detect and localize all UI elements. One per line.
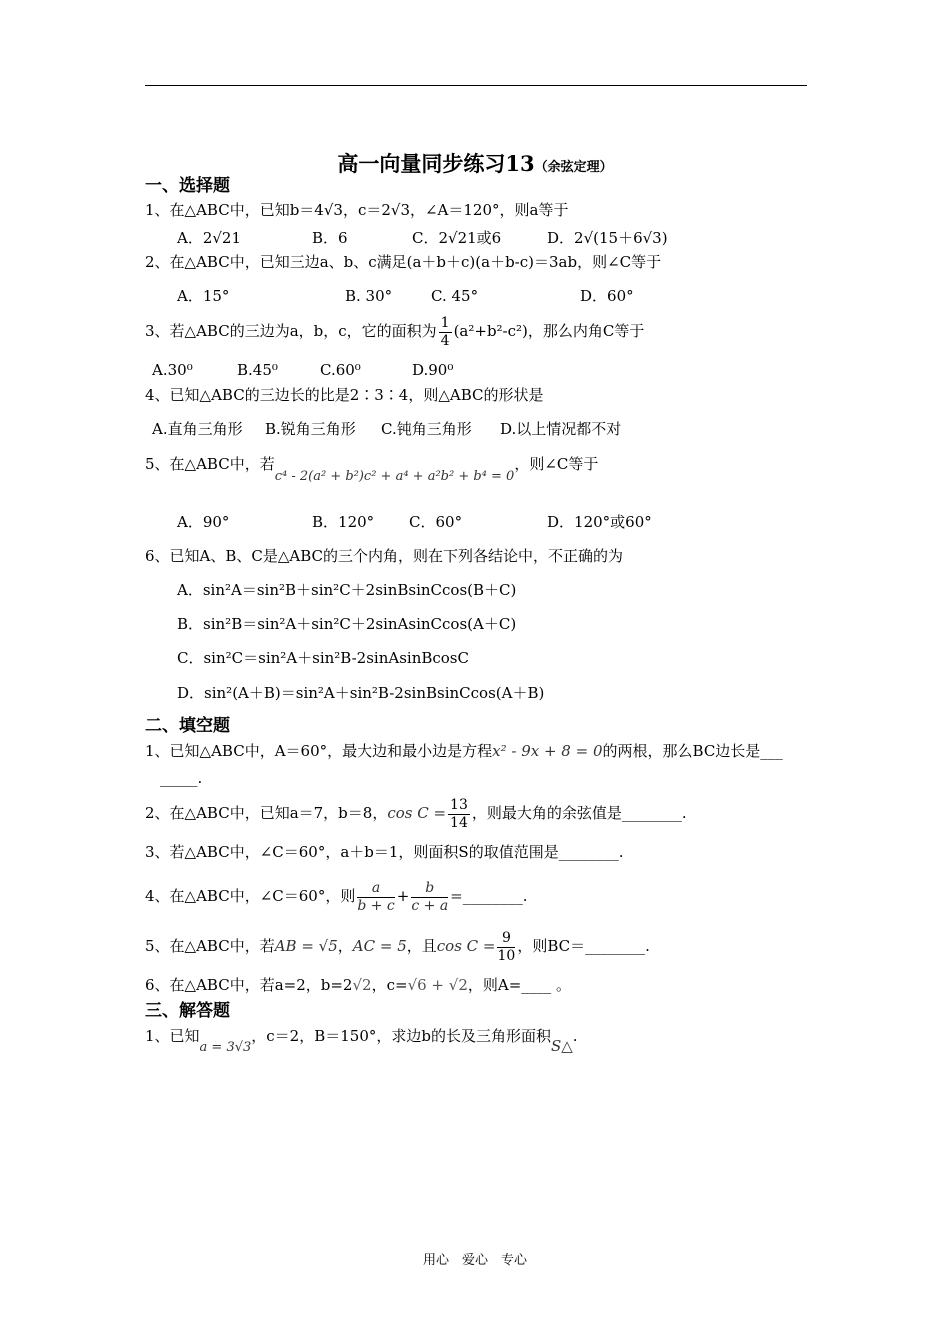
fill-4-fraction-1: $\frac{a}{b + c}$ bbox=[357, 879, 395, 914]
fill-6-formula-c: √6 + √2 bbox=[407, 976, 468, 994]
fill-2-fraction: $\frac{13}{14}$ bbox=[450, 796, 468, 831]
fill-5-formula-cos: cos C = bbox=[436, 937, 496, 955]
choice-5-option-c: C．60° bbox=[409, 513, 463, 531]
fill-6-stem: 6、在△ABC中，若a=2，b=2√2，c=√6 + √2，则A=____ 。 bbox=[145, 976, 572, 994]
choice-3-fraction: $\frac{1}{4}$ bbox=[440, 314, 450, 349]
choice-1-option-b: B．6 bbox=[312, 229, 348, 247]
choice-2-stem: 2、在△ABC中，已知三边a、b、c满足(a＋b＋c)(a＋b-c)＝3ab，则∠C等于 bbox=[145, 253, 662, 271]
fill-1-continuation: _____. bbox=[160, 769, 203, 787]
header-rule bbox=[145, 85, 807, 86]
fill-5-fraction: $\frac{9}{10}$ bbox=[497, 929, 516, 964]
fill-2-stem: 2、在△ABC中，已知a＝7，b＝8，cos C = $\frac{13}{14}$ ，则最大角的余弦值是________. bbox=[145, 796, 687, 831]
choice-6-option-d: D．sin²(A＋B)＝sin²A＋sin²B-2sinBsinCcos(A＋B) bbox=[177, 684, 545, 702]
choice-1-option-a: A．2√21 bbox=[177, 229, 242, 247]
choice-5-option-d: D．120°或60° bbox=[547, 513, 652, 531]
fill-6-formula-b: √2 bbox=[352, 976, 372, 994]
answer-1-formula: a = 3√3 bbox=[199, 1040, 252, 1055]
choice-1-stem: 1、在△ABC中，已知b＝4√3，c＝2√3，∠A＝120°，则a等于 bbox=[145, 201, 569, 219]
choice-3-option-c: C.60⁰ bbox=[320, 361, 361, 379]
choice-5-formula: c⁴ - 2(a² + b²)c² + a⁴ + a²b² + b⁴ = 0 bbox=[274, 469, 515, 484]
title-sub: （余弦定理） bbox=[534, 160, 613, 175]
page-footer: 用心 爱心 专心 bbox=[422, 1253, 527, 1268]
choice-1-option-d: D．2√(15＋6√3) bbox=[547, 229, 668, 247]
choice-3-stem: 3、若△ABC的三边为a，b，c，它的面积为 $\frac{1}{4}$ (a²+b²-c²)，那么内角C等于 bbox=[145, 314, 645, 349]
fill-3-stem: 3、若△ABC中，∠C＝60°，a＋b＝1，则面积S的取值范围是________. bbox=[145, 843, 624, 861]
choice-4-option-a: A.直角三角形 bbox=[152, 420, 243, 438]
fill-1-formula: x² - 9x + 8 = 0 bbox=[492, 742, 603, 760]
page-title bbox=[0, 148, 950, 178]
choice-2-option-c: C. 45° bbox=[431, 287, 479, 305]
section-heading-answer: 三、解答题 bbox=[145, 1001, 230, 1021]
fill-4-stem: 4、在△ABC中，∠C＝60°，则 $\frac{a}{b + c}$ + $\frac{b}{c + a}$ =________. bbox=[145, 879, 528, 914]
choice-6-option-c: C．sin²C＝sin²A＋sin²B-2sinAsinBcosC bbox=[177, 649, 469, 667]
section-heading-fill: 二、填空题 bbox=[145, 716, 230, 736]
choice-4-option-c: C.钝角三角形 bbox=[381, 420, 472, 438]
choice-4-option-b: B.锐角三角形 bbox=[265, 420, 356, 438]
fill-4-fraction-2: $\frac{b}{c + a}$ bbox=[411, 879, 449, 914]
choice-2-option-d: D．60° bbox=[580, 287, 634, 305]
choice-1-option-c: C．2√21或6 bbox=[412, 229, 502, 247]
choice-3-option-a: A.30⁰ bbox=[152, 361, 193, 379]
choice-6-option-a: A．sin²A＝sin²B＋sin²C＋2sinBsinCcos(B＋C) bbox=[177, 581, 517, 599]
answer-1-stem: 1、已知a = 3√3，c＝2，B＝150°，求边b的长及三角形面积S△. bbox=[145, 1027, 578, 1055]
answer-1-area-symbol: S△ bbox=[550, 1037, 573, 1055]
fill-2-formula: cos C = bbox=[387, 804, 447, 822]
choice-6-option-b: B．sin²B＝sin²A＋sin²C＋2sinAsinCcos(A＋C) bbox=[177, 615, 517, 633]
choice-6-stem: 6、已知A、B、C是△ABC的三个内角，则在下列各结论中，不正确的为 bbox=[145, 547, 624, 565]
fill-5-formula-ab: AB = √5 bbox=[274, 937, 338, 955]
section-heading-choice: 一、选择题 bbox=[145, 176, 230, 196]
choice-2-option-b: B. 30° bbox=[345, 287, 393, 305]
fill-1-stem: 1、已知△ABC中，A＝60°，最大边和最小边是方程x² - 9x + 8 = 0的两根，那么BC边长是___ bbox=[145, 742, 783, 760]
choice-5-stem: 5、在△ABC中，若c⁴ - 2(a² + b²)c² + a⁴ + a²b² + b⁴ = 0，则∠C等于 bbox=[145, 455, 599, 484]
choice-5-option-b: B．120° bbox=[312, 513, 375, 531]
choice-5-option-a: A．90° bbox=[177, 513, 230, 531]
title-main: 高一向量同步练习13 bbox=[337, 151, 535, 176]
choice-3-option-b: B.45⁰ bbox=[237, 361, 278, 379]
fill-5-stem: 5、在△ABC中，若AB = √5，AC = 5，且cos C = $\frac{9}{10}$ ，则BC＝________. bbox=[145, 929, 650, 964]
choice-3-option-d: D.90⁰ bbox=[412, 361, 454, 379]
choice-2-option-a: A．15° bbox=[177, 287, 230, 305]
fill-5-formula-ac: AC = 5 bbox=[352, 937, 407, 955]
choice-4-stem: 4、已知△ABC的三边长的比是2∶3∶4，则△ABC的形状是 bbox=[145, 386, 544, 404]
choice-4-option-d: D.以上情况都不对 bbox=[500, 420, 622, 438]
